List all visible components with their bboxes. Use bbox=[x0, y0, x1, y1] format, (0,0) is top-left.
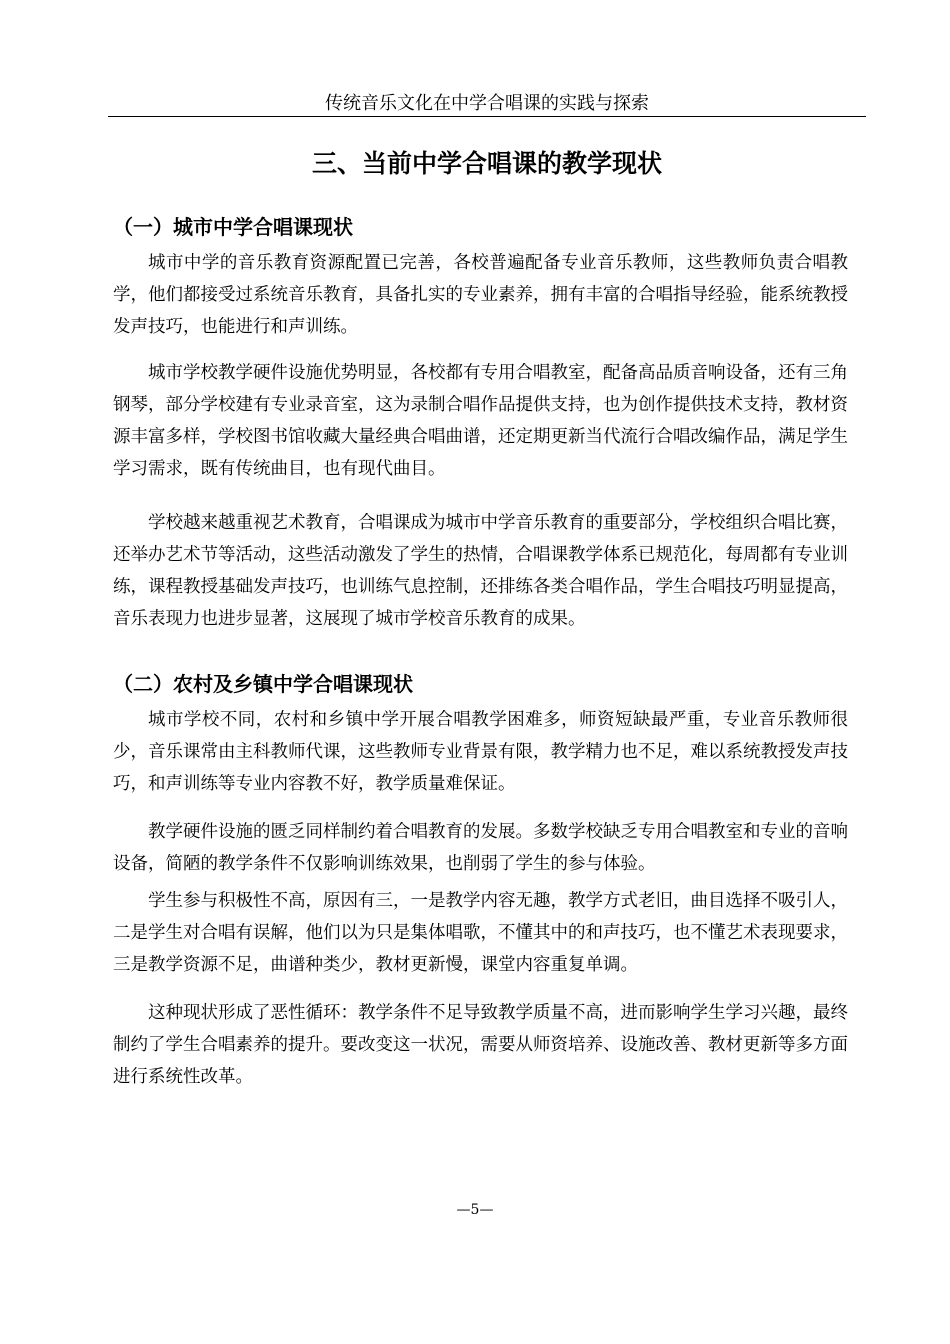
section-heading-rural: （二）农村及乡镇中学合唱课现状 bbox=[113, 672, 413, 696]
paragraph-rural-2: 教学硬件设施的匮乏同样制约着合唱教育的发展。多数学校缺乏专用合唱教室和专业的音响设备，简陋的教学条件不仅影响训练效果，也削弱了学生的参与体验。 bbox=[113, 822, 848, 874]
header-divider bbox=[108, 116, 866, 117]
paragraph-urban-3: 学校越来越重视艺术教育，合唱课成为城市中学音乐教育的重要部分，学校组织合唱比赛，还举办艺术节等活动，这些活动激发了学生的热情，合唱课教学体系已规范化，每周都有专业训练，课程教授基础发声技巧，也训练气息控制，还排练各类合唱作品，学生合唱技巧明显提高，音乐表现力也进步显著，这展现了城市学校音乐教育的成果。 bbox=[113, 513, 848, 629]
paragraph-rural-3: 学生参与积极性不高，原因有三，一是教学内容无趣，教学方式老旧，曲目选择不吸引人，二是学生对合唱有误解，他们以为只是集体唱歌，不懂其中的和声技巧，也不懂艺术表现要求，三是教学资源不足，曲谱种类少，教材更新慢，课堂内容重复单调。 bbox=[113, 891, 848, 975]
paragraph-rural-1: 城市学校不同，农村和乡镇中学开展合唱教学困难多，师资短缺最严重，专业音乐教师很少，音乐课常由主科教师代课，这些教师专业背景有限，教学精力也不足，难以系统教授发声技巧，和声训练等专业内容教不好，教学质量难保证。 bbox=[113, 710, 848, 794]
paragraph-urban-1: 城市中学的音乐教育资源配置已完善，各校普遍配备专业音乐教师，这些教师负责合唱教学，他们都接受过系统音乐教育，具备扎实的专业素养，拥有丰富的合唱指导经验，能系统教授发声技巧，也能进行和声训练。 bbox=[113, 253, 848, 337]
page-number: —5— bbox=[456, 1202, 494, 1218]
paragraph-urban-2: 城市学校教学硬件设施优势明显，各校都有专用合唱教室，配备高品质音响设备，还有三角钢琴，部分学校建有专业录音室，这为录制合唱作品提供支持，也为创作提供技术支持，教材资源丰富多样，学校图书馆收藏大量经典合唱曲谱，还定期更新当代流行合唱改编作品，满足学生学习需求，既有传统曲目，也有现代曲目。 bbox=[113, 363, 848, 479]
section-heading-urban: （一）城市中学合唱课现状 bbox=[113, 215, 353, 239]
paragraph-rural-4: 这种现状形成了恶性循环：教学条件不足导致教学质量不高，进而影响学生学习兴趣，最终制约了学生合唱素养的提升。要改变这一状况，需要从师资培养、设施改善、教材更新等多方面进行系统性改革。 bbox=[113, 1003, 848, 1087]
running-header-title: 传统音乐文化在中学合唱课的实践与探索 bbox=[325, 93, 649, 114]
chapter-title: 三、当前中学合唱课的教学现状 bbox=[311, 149, 662, 178]
